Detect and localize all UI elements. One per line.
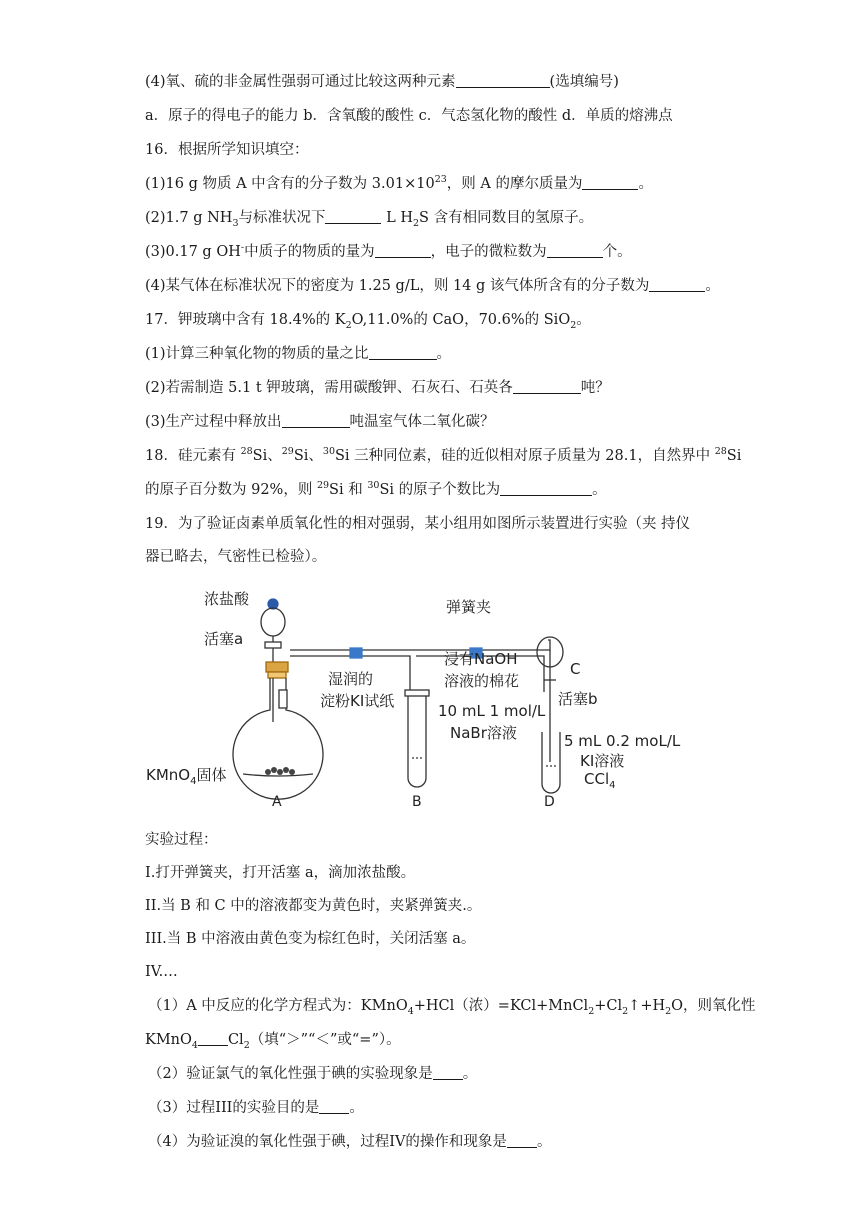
q16-p3-text-b: 中质子的物质的量为 <box>244 244 375 260</box>
answer-blank[interactable] <box>456 73 550 88</box>
apparatus-diagram <box>140 582 700 814</box>
label-cotton-2: 溶液的棉花 <box>444 672 520 690</box>
q19-p2-text: （2）验证氯气的氧化性强于碘的实验现象是 <box>148 1066 433 1082</box>
label-nabr-2: NaBr溶液 <box>450 724 517 742</box>
funnel-a-bulb <box>261 608 285 636</box>
step-1: I.打开弹簧夹，打开活塞 a，滴加浓盐酸。 <box>145 865 416 881</box>
q19-p1-sub: 2 <box>243 1039 250 1051</box>
q16-p2-text-b: 与标准状况下 <box>238 210 326 226</box>
stopcock-a-icon <box>265 642 281 648</box>
q17-part1 <box>145 344 451 364</box>
answer-blank[interactable] <box>325 209 381 224</box>
q15-4-tail: (选填编号) <box>549 74 619 90</box>
q19-p2-end: 。 <box>462 1066 478 1082</box>
q17-p3-text: (3)生产过程中释放出 <box>145 414 282 430</box>
q19-stem-line2: 器已略去，气密性已检验）。 <box>145 549 327 565</box>
q17-sub: 2 <box>570 319 577 331</box>
q17-title-end: 。 <box>576 312 591 328</box>
q18-text: Si、 <box>293 448 323 464</box>
answer-blank[interactable] <box>500 481 592 496</box>
q18-text: 18．硅元素有 <box>145 448 241 464</box>
label-kmno4-sub: 4 <box>190 776 197 787</box>
label-kmno4 <box>146 766 226 787</box>
q16-p1-end: 。 <box>638 176 653 192</box>
step-2: II.当 B 和 C 中的溶液都变为黄色时，夹紧弹簧夹.。 <box>145 898 482 914</box>
q19-p1-text: +Cl <box>594 998 623 1014</box>
step-3: III.当 B 中溶液由黄色变为棕红色时，关闭活塞 a。 <box>145 931 476 947</box>
answer-blank[interactable] <box>582 175 638 190</box>
q18-text: Si 三种同位素，硅的近似相对原子质量为 28.1，自然界中 <box>335 448 715 464</box>
answer-blank[interactable] <box>507 1133 537 1148</box>
q19-p1-text: （填“＞”“＜”或“=”）。 <box>249 1032 401 1048</box>
q19-p3-end: 。 <box>349 1100 364 1116</box>
q19-p1-sub: 2 <box>588 1005 595 1017</box>
q19-part4 <box>148 1132 551 1152</box>
tube-b-cap <box>405 690 429 696</box>
label-cotton-1: 浸有NaOH <box>444 650 518 668</box>
q16-part2 <box>145 208 593 228</box>
q19-p4-text: （4）为验证溴的氧化性强于碘，过程IV的操作和现象是 <box>148 1134 507 1150</box>
q16-part1 <box>145 174 653 194</box>
q16-part3 <box>145 242 632 262</box>
answer-blank[interactable] <box>375 243 431 258</box>
q15-4-options: a．原子的得电子的能力 b．含氧酸的酸性 c．气态氢化物的酸性 d．单质的熔沸点 <box>145 108 673 124</box>
mass-number: 29 <box>316 480 330 492</box>
label-ki-1: 5 mL 0.2 moL/L <box>564 732 681 750</box>
q17-p3-end: 吨温室气体二氧化碳？ <box>349 414 495 430</box>
q16-p2-sub: 2 <box>412 217 420 229</box>
q17-sub: 2 <box>345 319 352 331</box>
tube-b <box>408 692 426 787</box>
caption-d: D <box>544 794 555 810</box>
q18-text: Si <box>726 448 742 464</box>
q15-4-stem <box>145 72 619 92</box>
ki-paper-icon <box>279 690 287 708</box>
mass-number: 28 <box>714 446 727 458</box>
q19-p1-sub: 2 <box>622 1005 629 1017</box>
answer-blank[interactable] <box>198 1031 228 1046</box>
q15-4-text: (4)氧、硫的非金属性强弱可通过比较这两种元素 <box>145 74 456 90</box>
answer-blank[interactable] <box>369 345 437 360</box>
q18-end: 。 <box>592 482 607 498</box>
q18-text: Si、 <box>252 448 282 464</box>
label-wet-paper-2: 淀粉KI试纸 <box>320 692 395 710</box>
q19-p4-end: 。 <box>536 1134 552 1150</box>
q19-p1-sub: 4 <box>407 1005 414 1017</box>
label-ccl4-sub: 4 <box>609 780 616 791</box>
mass-number: 29 <box>281 446 294 458</box>
q16-p1-sup: 23 <box>434 174 447 186</box>
label-stopcock-a: 活塞a <box>204 630 244 648</box>
q17-title-text-b: O,11.0%的 CaO，70.6%的 SiO <box>351 312 571 328</box>
answer-blank[interactable] <box>649 277 705 292</box>
label-wet-paper-1: 湿润的 <box>328 670 374 688</box>
q16-p2-sub: 3 <box>232 217 239 229</box>
q16-title: 16．根据所学知识填空： <box>145 142 309 158</box>
flask-a <box>233 678 323 799</box>
label-nabr-1: 10 mL 1 mol/L <box>438 702 546 720</box>
q16-p1-text-b: ，则 A 的摩尔质量为 <box>446 176 583 192</box>
label-ki-2: KI溶液 <box>580 752 625 770</box>
q16-p3-text-d: 个。 <box>602 244 632 260</box>
label-kmno4-text-b: 固体 <box>196 766 227 784</box>
label-funnel-c: C <box>570 660 581 678</box>
q19-p1-text: O，则氧化性 <box>671 998 756 1014</box>
answer-blank[interactable] <box>282 413 350 428</box>
q19-p1-sub: 4 <box>191 1039 198 1051</box>
q18-text: 的原子百分数为 92%，则 <box>145 482 317 498</box>
q19-part1-line2 <box>145 1030 401 1050</box>
q18-line2 <box>145 480 607 500</box>
step-4: IV.… <box>145 964 178 980</box>
q19-part2 <box>148 1064 477 1084</box>
answer-blank[interactable] <box>433 1065 463 1080</box>
q19-p1-text: ↑+H <box>628 998 666 1014</box>
answer-blank[interactable] <box>513 379 581 394</box>
label-kmno4-text: KMnO <box>146 766 191 784</box>
q17-part2 <box>145 378 610 398</box>
q19-p1-sub: 2 <box>665 1005 672 1017</box>
q16-p3-text-c: ，电子的微粒数为 <box>430 244 547 260</box>
answer-blank[interactable] <box>547 243 603 258</box>
q17-p1-text: (1)计算三种氧化物的物质的量之比 <box>145 346 369 362</box>
mass-number: 30 <box>322 446 335 458</box>
q16-p4-end: 。 <box>705 278 720 294</box>
clip-icon <box>350 648 362 658</box>
label-spring-clip: 弹簧夹 <box>446 598 492 616</box>
q19-part3 <box>148 1098 364 1118</box>
q19-p1-text: KMnO <box>145 1032 192 1048</box>
q18-text: Si 和 <box>329 482 368 498</box>
q19-p3-text: （3）过程III的实验目的是 <box>148 1100 320 1116</box>
kmno4-solid-icon <box>265 767 295 775</box>
mass-number: 28 <box>240 446 253 458</box>
q19-stem-line1: 19．为了验证卤素单质氧化性的相对强弱，某小组用如图所示装置进行实验（夹 持仪 <box>145 516 691 532</box>
caption-a: A <box>272 794 282 810</box>
label-stopcock-b: 活塞b <box>558 690 598 708</box>
q17-title <box>145 310 591 330</box>
q16-part4 <box>145 276 720 296</box>
q19-p1-text: （1）A 中反应的化学方程式为：KMnO <box>148 998 408 1014</box>
caption-b: B <box>412 794 422 810</box>
q17-part3 <box>145 412 495 432</box>
q16-p4-text: (4)某气体在标准状况下的密度为 1.25 g/L，则 14 g 该气体所含有的分子数为 <box>145 278 650 294</box>
apparatus-svg <box>140 582 700 814</box>
q16-p2-text: (2)1.7 g NH <box>145 210 233 226</box>
q17-p2-text: (2)若需制造 5.1 t 钾玻璃，需用碳酸钾、石灰石、石英各 <box>145 380 513 396</box>
q18-line1 <box>145 446 741 466</box>
q18-text: Si 的原子个数比为 <box>379 482 501 498</box>
q16-p1-text: (1)16 g 物质 A 中含有的分子数为 3.01×10 <box>145 176 435 192</box>
answer-blank[interactable] <box>319 1099 349 1114</box>
q17-p2-end: 吨？ <box>580 380 610 396</box>
q16-p3-sup: - <box>240 242 245 254</box>
gas-pipe <box>290 640 550 650</box>
q17-p1-end: 。 <box>436 346 452 362</box>
process-title: 实验过程： <box>145 832 218 848</box>
mass-number: 30 <box>367 480 380 492</box>
stopper-a-lower <box>268 672 286 678</box>
label-ccl4 <box>584 770 616 791</box>
tube-d <box>542 732 560 793</box>
q19-p1-text: Cl <box>227 1032 244 1048</box>
flask-a-solid-line <box>243 774 313 776</box>
q16-p2-text-c: L H <box>381 210 413 226</box>
q19-part1-line1 <box>148 996 756 1016</box>
q16-p2-text-d: S 含有相同数目的氢原子。 <box>419 210 594 226</box>
q16-p3-text: (3)0.17 g OH <box>145 244 241 260</box>
stopper-a-icon <box>266 662 288 672</box>
q19-p1-text: +HCl（浓）=KCl+MnCl <box>413 998 589 1014</box>
q17-title-text: 17．钾玻璃中含有 18.4%的 K <box>145 312 346 328</box>
label-conc-hcl: 浓盐酸 <box>204 590 250 608</box>
label-ccl4-text: CCl <box>584 770 610 788</box>
